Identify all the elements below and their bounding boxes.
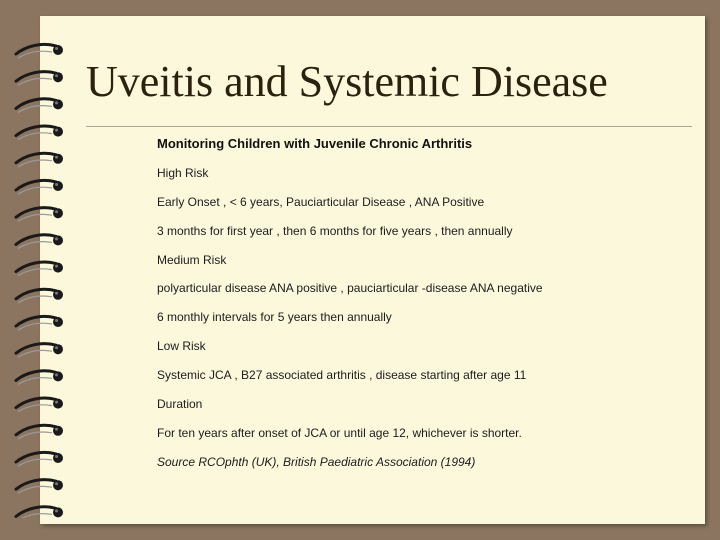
binding-coil (16, 480, 63, 494)
high-risk-criteria: Early Onset , < 6 years, Pauciarticular Disease , ANA Positive (157, 194, 485, 209)
binding-coil (16, 425, 63, 439)
source-citation: Source RCOphth (UK), British Paediatric Association (1994) (157, 454, 476, 469)
risk-heading-medium: Medium Risk (157, 252, 227, 267)
binding-coil (16, 72, 63, 86)
title-divider (86, 126, 692, 127)
binding-coil (16, 289, 63, 303)
binding-coil (16, 235, 63, 249)
slide-subtitle: Monitoring Children with Juvenile Chronic Arthritis (157, 136, 473, 151)
binding-coil (16, 452, 63, 466)
binding-coil (16, 208, 63, 222)
binding-coil (16, 99, 63, 113)
binding-coil (16, 344, 63, 358)
medium-risk-criteria: polyarticular disease ANA positive , pauciarticular -disease ANA negative (157, 281, 543, 296)
binding-coil (16, 153, 63, 167)
binding-coil (16, 262, 63, 276)
spiral-binding (12, 28, 72, 518)
high-risk-schedule: 3 months for first year , then 6 months for five years , then annually (157, 223, 513, 238)
low-risk-criteria: Systemic JCA , B27 associated arthritis , disease starting after age 11 (157, 368, 527, 383)
risk-heading-high: High Risk (157, 165, 209, 180)
binding-coil (16, 507, 63, 518)
medium-risk-schedule: 6 monthly intervals for 5 years then annually (157, 310, 392, 325)
binding-coil (16, 371, 63, 385)
binding-coil (16, 180, 63, 194)
slide-body (157, 135, 543, 482)
duration-heading: Duration (157, 397, 203, 412)
binding-coil (16, 316, 63, 330)
binding-coil (16, 398, 63, 412)
risk-heading-low: Low Risk (157, 339, 206, 354)
slide-title: Uveitis and Systemic Disease (86, 57, 608, 106)
binding-coil (16, 44, 63, 58)
duration-detail: For ten years after onset of JCA or until age 12, whichever is shorter. (157, 425, 522, 440)
binding-coil (16, 126, 63, 140)
